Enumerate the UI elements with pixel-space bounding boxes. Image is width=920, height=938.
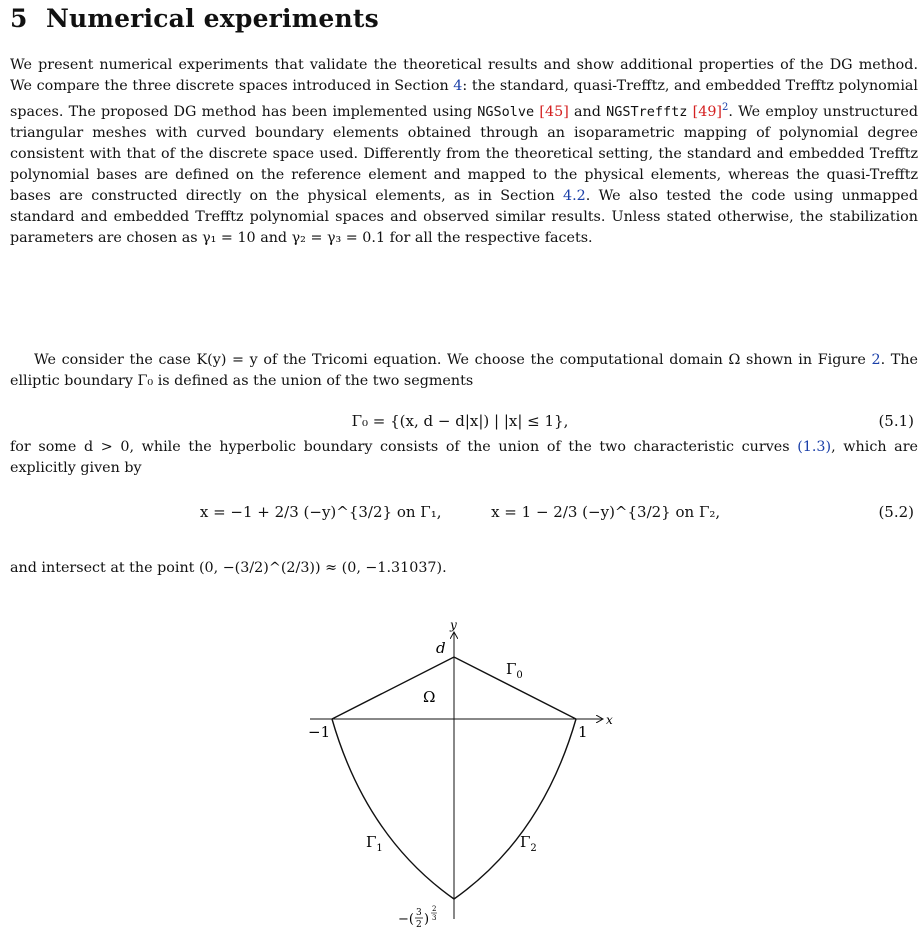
one-label: 1	[578, 723, 588, 741]
equation-body	[6, 503, 914, 521]
gamma2-label	[520, 833, 537, 854]
paragraph-intersection	[10, 558, 918, 579]
text-run: , which are explicitly given by	[10, 439, 918, 476]
gamma1-symbol: Γ	[366, 833, 377, 851]
intersection-label	[398, 905, 437, 930]
text-run: : the standard, quasi-Trefftz, and embedded Trefftz polynomial spaces. The proposed DG method has been implemented using	[10, 78, 918, 120]
intersection-minus-paren: −(	[398, 912, 414, 927]
text-run: for some d > 0, while the hyperbolic boundary consists of the union of the two characteristic curves	[10, 439, 798, 455]
gamma1-subscript: 1	[376, 843, 383, 854]
text-run: and intersect at the point (0, −(3/2)^(2/3)) ≈ (0, −1.31037).	[10, 560, 447, 576]
hyperbolic-boundary-gamma2	[454, 719, 576, 899]
citation-link[interactable]: [49]	[692, 103, 722, 120]
minus-one-label: −1	[308, 723, 331, 741]
equation-tag: (5.1)	[878, 412, 914, 430]
equation-body: Γ₀ = {(x, d − d|x|) | |x| ≤ 1},	[351, 412, 569, 430]
section-ref-link[interactable]: 4.2	[562, 187, 586, 204]
text-run: and	[568, 103, 607, 120]
gamma0-symbol: Γ	[506, 660, 517, 678]
intersection-exp-den: 3	[432, 914, 437, 922]
x-axis-label: x	[606, 713, 613, 727]
text-run: . We also tested the code using unmapped standard and embedded Trefftz polynomial spaces and observed similar results. Unless stated otherwise, the stabilization parameters are chosen as γ₁ = 10 and γ₂ = γ₃ = 0.1 for all the respective facets.	[10, 187, 918, 246]
equation-gamma2-part: x = 1 − 2/3 (−y)^{3/2} on Γ₂,	[491, 503, 721, 521]
gamma2-subscript: 2	[530, 843, 537, 854]
gamma1-label	[366, 833, 383, 854]
section-title: Numerical experiments	[46, 4, 379, 33]
text-run: . We employ unstructured triangular meshes with curved boundary elements obtained through an isoparametric mapping of polynomial degree consistent with that of the discrete space used. Differently from the theoretical setting, the standard and embedded Trefftz polynomial bases are defined on the reference element and mapped to the physical elements, whereas the quasi-Trefftz bases are constructed directly on the physical elements, as in Section	[10, 103, 918, 204]
text-run: We present numerical experiments that validate the theoretical results and show additional properties of the DG method. We compare the three discrete spaces introduced in Section	[10, 57, 918, 94]
d-label: d	[436, 639, 446, 657]
gamma0-label	[506, 660, 523, 681]
equation-gamma1-part: x = −1 + 2/3 (−y)^{3/2} on Γ₁,	[199, 503, 442, 521]
paragraph-characteristics	[10, 437, 918, 479]
text-run: We consider the case K(y) = y of the Tricomi equation. We choose the computational domain Ω shown in Figure	[34, 352, 872, 368]
equation-ref-link[interactable]: (1.3)	[797, 439, 832, 455]
gamma0-subscript: 0	[516, 670, 523, 681]
section-heading	[10, 4, 379, 33]
software-name-ngstrefftz: NGSTrefftz	[606, 103, 688, 120]
text-run: . The elliptic boundary Γ₀ is defined as the union of the two segments	[10, 352, 919, 389]
y-axis-label: y	[450, 618, 457, 632]
equation-tag: (5.2)	[878, 503, 914, 521]
omega-label: Ω	[423, 688, 436, 706]
hyperbolic-boundary-gamma1	[332, 719, 454, 899]
software-name-ngsolve: NGSolve	[477, 103, 535, 120]
intersection-frac-den: 2	[416, 920, 422, 930]
citation-link[interactable]: [45]	[539, 103, 569, 120]
intersection-exp-num: 2	[432, 905, 437, 913]
footnote-marker[interactable]: 2	[722, 102, 729, 113]
paragraph-intro	[10, 55, 918, 249]
intersection-close-paren: )	[424, 912, 430, 927]
section-ref-link[interactable]: 4	[453, 78, 463, 94]
paragraph-domain	[10, 350, 918, 392]
section-number: 5	[10, 4, 28, 33]
domain-figure	[280, 617, 620, 935]
gamma2-symbol: Γ	[520, 833, 531, 851]
figure-ref-link[interactable]: 2	[871, 352, 881, 368]
intersection-frac-num: 3	[416, 908, 422, 918]
